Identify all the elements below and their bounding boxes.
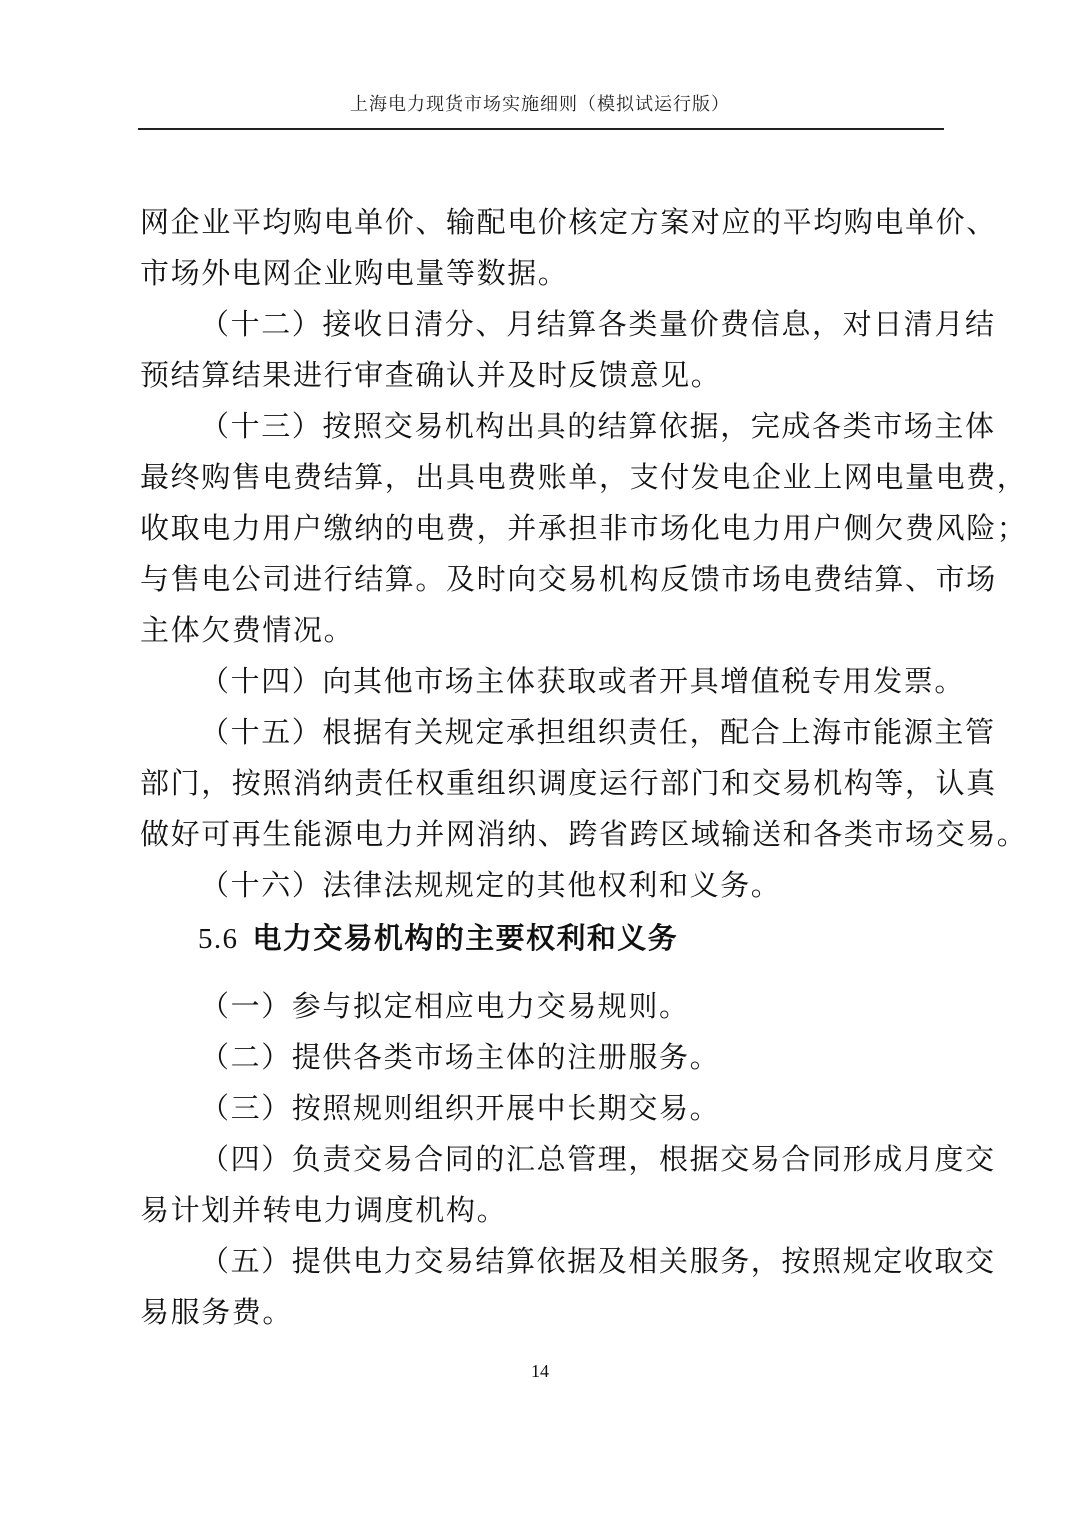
text-line: （二）提供各类市场主体的注册服务。 <box>200 1040 721 1074</box>
text-line: （四）负责交易合同的汇总管理，根据交易合同形成月度交 <box>200 1142 996 1176</box>
text-line: 网企业平均购电单价、输配电价核定方案对应的平均购电单价、 <box>140 205 997 239</box>
text-line: 主体欠费情况。 <box>140 613 355 647</box>
text-line: （三）按照规则组织开展中长期交易。 <box>200 1091 721 1125</box>
running-header: 上海电力现货市场实施细则（模拟试运行版） <box>350 94 730 115</box>
text-line: 与售电公司进行结算。及时向交易机构反馈市场电费结算、市场 <box>140 562 997 596</box>
text-line: （十六）法律法规规定的其他权利和义务。 <box>200 868 782 902</box>
section-heading <box>198 916 678 961</box>
text-line: 收取电力用户缴纳的电费，并承担非市场化电力用户侧欠费风险； <box>140 511 1028 545</box>
text-line: 易服务费。 <box>140 1295 294 1329</box>
text-line: （十五）根据有关规定承担组织责任，配合上海市能源主管 <box>200 715 996 749</box>
page-number: 14 <box>531 1361 549 1381</box>
section-number: 5.6 <box>198 923 239 955</box>
text-line: （五）提供电力交易结算依据及相关服务，按照规定收取交 <box>200 1244 996 1278</box>
text-line: 做好可再生能源电力并网消纳、跨省跨区域输送和各类市场交易。 <box>140 817 1028 851</box>
text-line: （十三）按照交易机构出具的结算依据，完成各类市场主体 <box>200 409 996 443</box>
section-title: 电力交易机构的主要权利和义务 <box>252 921 679 955</box>
text-line: 易计划并转电力调度机构。 <box>140 1193 508 1227</box>
text-line: 预结算结果进行审查确认并及时反馈意见。 <box>140 358 722 392</box>
text-line: （一）参与拟定相应电力交易规则。 <box>200 989 690 1023</box>
text-line: 最终购售电费结算，出具电费账单，支付发电企业上网电量电费， <box>140 460 1028 494</box>
text-line: （十四）向其他市场主体获取或者开具增值税专用发票。 <box>200 664 966 698</box>
header-rule <box>138 128 944 130</box>
text-line: 市场外电网企业购电量等数据。 <box>140 256 569 290</box>
text-line: 部门，按照消纳责任权重组织调度运行部门和交易机构等，认真 <box>140 766 997 800</box>
text-line: （十二）接收日清分、月结算各类量价费信息，对日清月结 <box>200 307 996 341</box>
